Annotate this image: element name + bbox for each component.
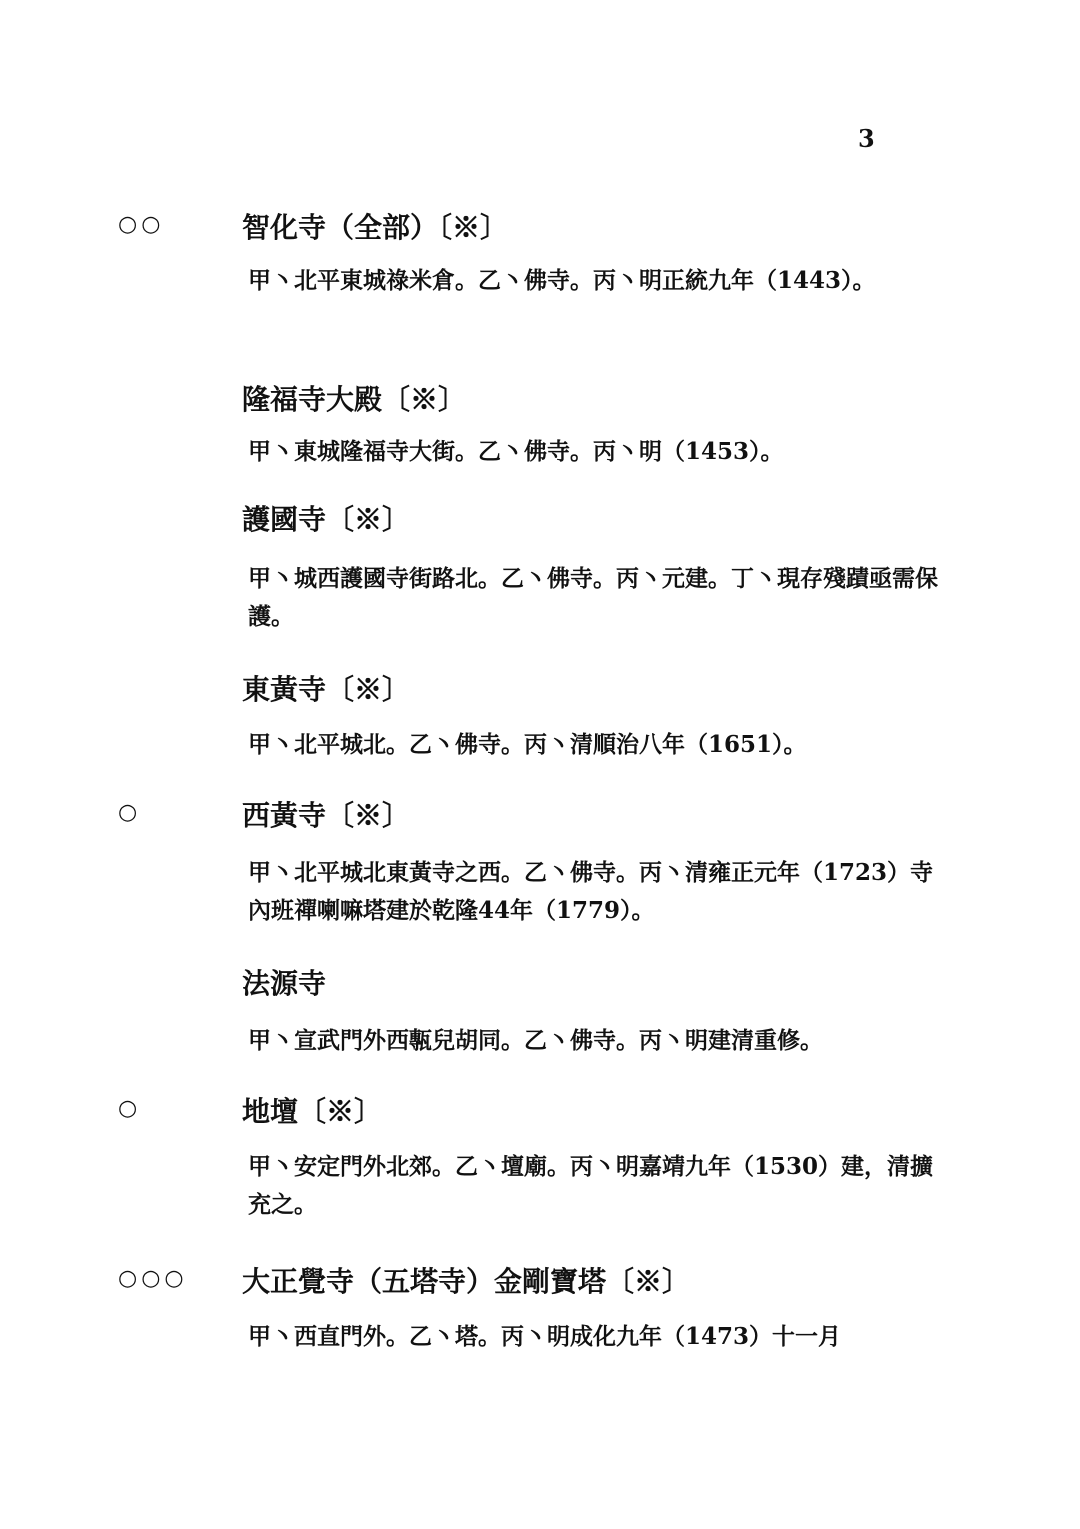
entry-title: 隆福寺大殿〔※〕 — [242, 383, 467, 416]
entry-description: 甲丶北平城北。乙丶佛寺。丙丶清順治八年（1651）。 — [248, 731, 807, 758]
entry-title: 護國寺〔※〕 — [242, 503, 411, 536]
grade-mark: ○○ — [118, 212, 165, 237]
entry-description: 甲丶宣武門外西甎兒胡同。乙丶佛寺。丙丶明建清重修。 — [248, 1027, 823, 1054]
entry-description: 甲丶西直門外。乙丶塔。丙丶明成化九年（1473）十一月 — [248, 1323, 842, 1350]
entry-description: 甲丶東城隆福寺大街。乙丶佛寺。丙丶明（1453）。 — [248, 438, 784, 465]
entry-title: 大正覺寺（五塔寺）金剛寶塔〔※〕 — [242, 1265, 691, 1298]
entry-description: 甲丶安定門外北郊。乙丶壇廟。丙丶明嘉靖九年（1530）建，清擴充之。 — [248, 1153, 934, 1218]
entry-title: 智化寺（全部）〔※〕 — [242, 211, 509, 244]
entry-description: 甲丶北平城北東黃寺之西。乙丶佛寺。丙丶清雍正元年（1723）寺內班禪喇嘛塔建於乾隆44年（1779）。 — [248, 859, 934, 924]
entry-title: 地壇〔※〕 — [242, 1095, 383, 1128]
grade-mark: ○○○ — [118, 1266, 188, 1291]
entry-description: 甲丶北平東城祿米倉。乙丶佛寺。丙丶明正統九年（1443）。 — [248, 267, 876, 294]
grade-mark: ○ — [118, 800, 142, 825]
entry-description: 甲丶城西護國寺街路北。乙丶佛寺。丙丶元建。丁丶現存殘蹟亟需保護。 — [248, 565, 938, 630]
entry-title: 西黃寺〔※〕 — [242, 799, 411, 832]
entry-title: 東黃寺〔※〕 — [242, 673, 411, 706]
grade-mark: ○ — [118, 1096, 142, 1121]
page-number: 3 — [858, 124, 875, 153]
entry-title: 法源寺 — [242, 967, 327, 1000]
